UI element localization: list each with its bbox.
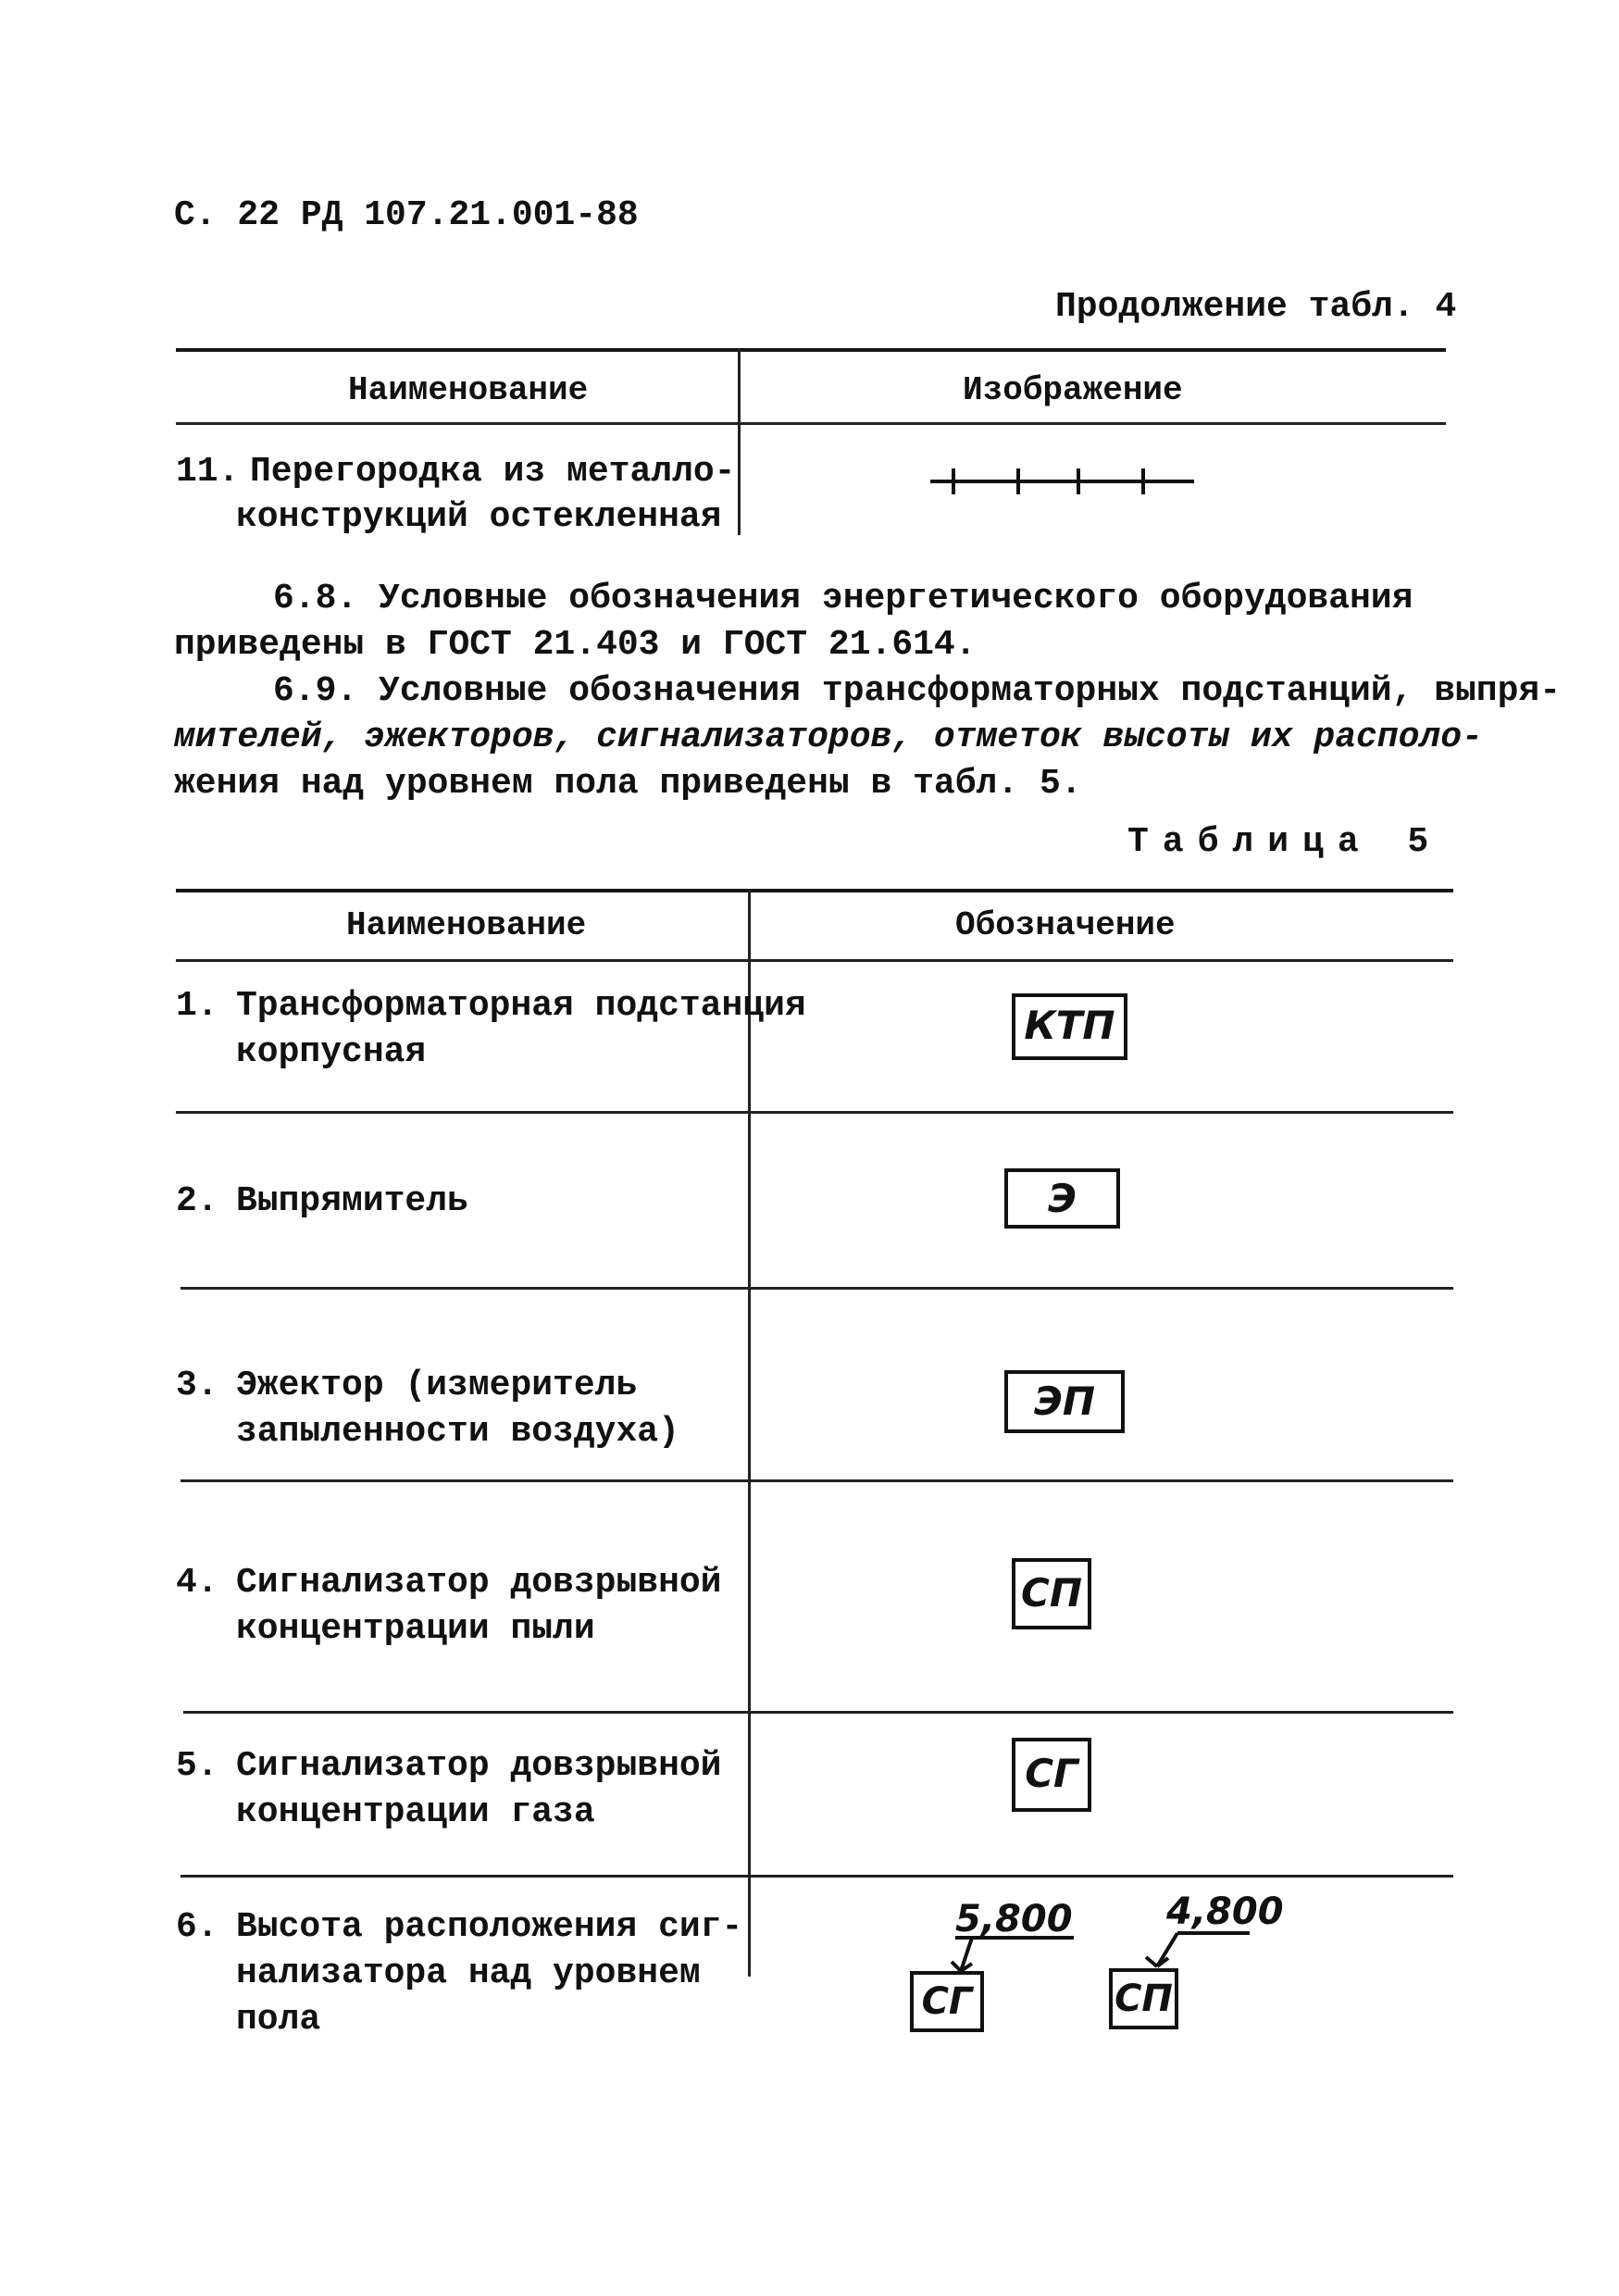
elevation-leader-a bbox=[944, 1930, 1083, 1977]
gas-alarm-symbol: СГ bbox=[1012, 1738, 1091, 1812]
table-top-rule bbox=[176, 348, 1446, 352]
row-number: 6. bbox=[176, 1907, 218, 1947]
row-name-line1: Сигнализатор довзрывной bbox=[236, 1563, 722, 1603]
row-name-line2: концентрации пыли bbox=[236, 1609, 595, 1649]
row-name-line1: Эжектор (измеритель bbox=[236, 1366, 638, 1405]
elevation-value-a: 5,800 bbox=[955, 1898, 1073, 1940]
row-name-line2: запыленности воздуха) bbox=[236, 1412, 679, 1452]
table-5-label: Таблица 5 bbox=[1127, 822, 1443, 862]
row-number: 3. bbox=[176, 1366, 218, 1405]
row-number: 11. bbox=[176, 452, 240, 492]
row-name-line3: пола bbox=[236, 2000, 321, 2040]
paragraph-6-9-line3: жения над уровнем пола приведены в табл. 5. bbox=[174, 764, 1082, 804]
row-name-line1: Сигнализатор довзрывной bbox=[236, 1746, 722, 1786]
row-number: 2. bbox=[176, 1181, 218, 1221]
page-header: С. 22 РД 107.21.001-88 bbox=[174, 195, 639, 235]
row-rule bbox=[176, 1111, 1453, 1114]
continuation-label: Продолжение табл. 4 bbox=[1055, 287, 1457, 327]
column-divider bbox=[738, 348, 741, 535]
column-header-symbol: Обозначение bbox=[955, 906, 1176, 944]
elevation-value-b: 4,800 bbox=[1166, 1890, 1284, 1933]
column-divider bbox=[748, 889, 751, 1977]
rectifier-symbol: Э bbox=[1004, 1168, 1120, 1229]
column-header-name: Наименование bbox=[346, 906, 587, 944]
paragraph-6-8-line2: приведены в ГОСТ 21.403 и ГОСТ 21.614. bbox=[174, 625, 977, 665]
dust-alarm-symbol: СП bbox=[1012, 1558, 1091, 1629]
row-name-line1: Трансформаторная подстанция bbox=[236, 986, 806, 1026]
paragraph-6-9-line1: 6.9. Условные обозначения трансформаторных подстанций, выпря- bbox=[273, 671, 1562, 711]
glazed-partition-symbol bbox=[926, 463, 1203, 500]
row-rule bbox=[181, 1479, 1453, 1482]
dust-alarm-symbol: СП bbox=[1109, 1968, 1178, 2029]
paragraph-6-9-line2: мителей, эжекторов, сигнализаторов, отметок высоты их располо- bbox=[174, 718, 1483, 757]
ktp-symbol: КТП bbox=[1012, 993, 1127, 1060]
row-rule bbox=[181, 1875, 1453, 1878]
row-rule bbox=[183, 1711, 1453, 1714]
header-rule bbox=[176, 422, 1446, 425]
row-rule bbox=[181, 1287, 1453, 1290]
elevation-leader-b bbox=[1120, 1926, 1259, 1972]
row-name-line2: концентрации газа bbox=[236, 1792, 595, 1832]
row-name-line2: конструкций остекленная bbox=[236, 497, 722, 537]
row-name-line2: корпусная bbox=[236, 1032, 427, 1072]
row-name-line1: Высота расположения сиг- bbox=[236, 1907, 743, 1947]
ejector-symbol: ЭП bbox=[1004, 1370, 1125, 1433]
row-name-line2: нализатора над уровнем bbox=[236, 1953, 701, 1993]
row-name-line1: Перегородка из металло- bbox=[250, 452, 736, 492]
column-header-name: Наименование bbox=[348, 371, 589, 409]
row-name-line1: Выпрямитель bbox=[236, 1181, 468, 1221]
row-number: 5. bbox=[176, 1746, 218, 1786]
row-number: 1. bbox=[176, 986, 218, 1026]
column-header-image: Изображение bbox=[963, 371, 1183, 409]
paragraph-6-8-line1: 6.8. Условные обозначения энергетического оборудования bbox=[273, 579, 1414, 618]
header-rule bbox=[176, 959, 1453, 962]
row-number: 4. bbox=[176, 1563, 218, 1603]
table-top-rule bbox=[176, 889, 1453, 892]
gas-alarm-symbol: СГ bbox=[910, 1971, 984, 2032]
